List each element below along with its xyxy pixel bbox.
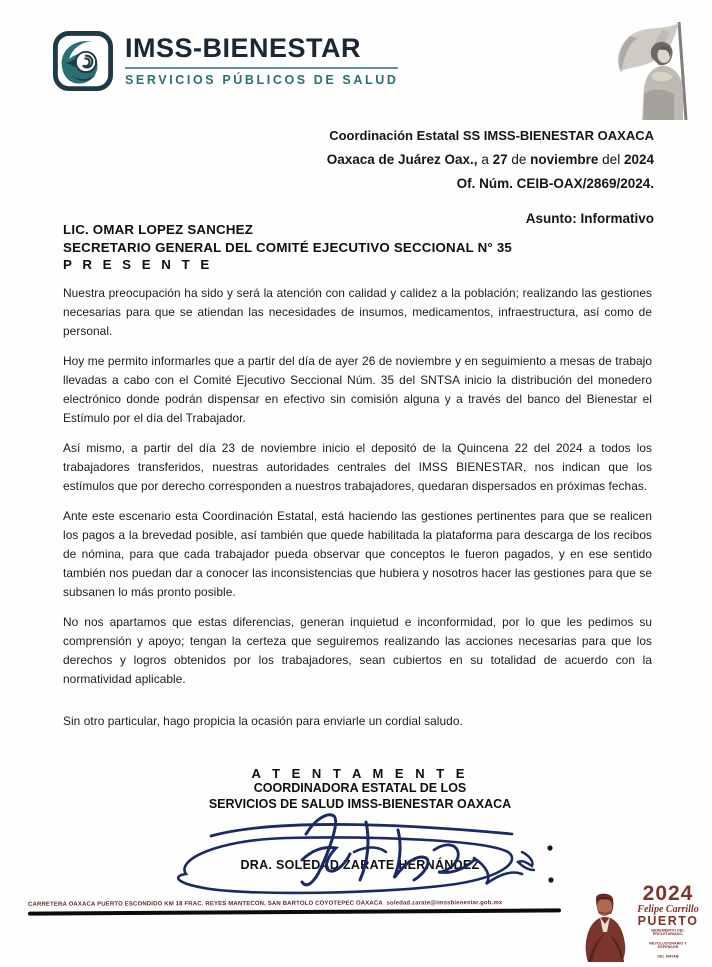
paragraph-6: Sin otro particular, hago propicia la ocasión para enviarle un cordial saludo. (63, 714, 463, 728)
recipient-title: SECRETARIO GENERAL DEL COMITÉ EJECUTIVO SECCIONAL N° 35 (63, 239, 513, 255)
date-sep3: del (598, 152, 624, 167)
subject-line: Asunto: Informativo (525, 211, 654, 226)
header-block (327, 128, 654, 226)
footer-rule (28, 908, 561, 915)
date-year: 2024 (623, 152, 654, 167)
signer-role-line1: COORDINADORA ESTATAL DE LOS (253, 781, 467, 795)
year-logo-name-caps: PUERTO (637, 914, 699, 928)
paragraph-5: No nos apartamos que estas diferencias, generan inquietud e inconformidad, por lo que les pedimos su comprensión y apoyo; tengan la certeza que seguiremos realizando las acciones necesarias para que los derechos y logros obtenidos por los trabajadores, sean cubiertos en su totalidad de acuerdo con la normatividad aplicable. (63, 615, 652, 686)
header-date-line (327, 152, 654, 167)
logo-title: IMSS-BIENESTAR (125, 33, 362, 63)
year-logo-tagline-3: DEL MAYAB (657, 955, 679, 959)
signer-name: DRA. SOLEDAD ZARATE HERNÁNDEZ (240, 858, 480, 872)
logo-text (125, 30, 398, 87)
date-sep2: de (507, 152, 531, 167)
letter-body (63, 284, 652, 742)
header-coordination-line: Coordinación Estatal SS IMSS-BIENESTAR OAXACA (329, 128, 654, 143)
revolutionary-flag-graphic (600, 16, 700, 124)
year-logo-year: 2024 (642, 882, 694, 905)
date-day: 27 (492, 152, 508, 167)
footer-address-text: CARRETERA OAXACA PUERTO ESCONDIDO KM 18 FRAC. REYES MANTECON, SAN BARTOLO COYOTEPEC OAXACA (27, 900, 383, 908)
year-logo-tagline-1: BENEMÉRITO DEL PROLETARIADO, (651, 929, 685, 937)
signer-role-line2: SERVICIOS DE SALUD IMSS-BIENESTAR OAXACA (208, 796, 512, 811)
year-logo-text (628, 884, 708, 961)
logo-divider (125, 67, 398, 69)
letterhead-logo (52, 30, 398, 92)
imss-eagle-logo-icon (52, 30, 114, 92)
logo-subtitle: SERVICIOS PÚBLICOS DE SALUD (125, 73, 399, 87)
date-sep1: a (477, 152, 493, 167)
recipient-presente: P R E S E N T E (63, 257, 213, 272)
year-logo-tagline-2: REVOLUCIONARIO Y DEFENSOR (649, 942, 687, 950)
recipient-name: LIC. OMAR LOPEZ SANCHEZ (63, 222, 254, 237)
date-month: noviembre (530, 152, 599, 167)
year-logo (582, 884, 708, 962)
footer-address (28, 900, 502, 908)
year-logo-name-script: Felipe Carrillo (637, 904, 699, 915)
signature-block (156, 766, 564, 872)
footer-email: soledad.zarate@imssbienestar.gob.mx (386, 900, 503, 907)
paragraph-4: Ante este escenario esta Coordinación Estatal, está haciendo las gestiones pertinentes para que se realicen los pagos a la brevedad posible, así también que quede habilitada la plataforma para descarga de los recibos de nómina, para que cada trabajador pueda observar que conceptos le fueron pagados, y en ese sentido también nos puedan dar a conocer las inconsistencias que hubiera y nosotros hacer las gestiones para que se subsanen lo más pronto posible. (63, 509, 652, 599)
atentamente-label: A T E N T A M E N T E (251, 766, 469, 781)
paragraph-2: Hoy me permito informarles que a partir del día de ayer 26 de noviembre y en seguimiento a mesas de trabajo llevadas a cabo con el Comité Ejecutivo Seccional Núm. 35 del SNTSA inicio la distribución del monedero electrónico donde podrán dispensar en efectivo sin comisión alguna y a través del banco del Bienestar el Estímulo por el día del Trabajador. (63, 354, 652, 425)
felipe-carrillo-portrait-icon (582, 890, 630, 962)
date-place: Oaxaca de Juárez Oax., (326, 152, 478, 167)
oficio-number: Of. Núm. CEIB-OAX/2869/2024. (456, 176, 654, 191)
paragraph-1: Nuestra preocupación ha sido y será la atención con calidad y calidez a la población; realizando las gestiones necesarias para que se atiendan las necesidades de insumos, medicamentos, infraestructura, así como de personal. (63, 286, 652, 338)
recipient-block (63, 221, 512, 274)
paragraph-3: Así mismo, a partir del día 23 de noviembre inicio el depositó de la Quincena 22 del 2024 a todos los trabajadores transferidos, nuestras autoridades centrales del IMSS BIENESTAR, nos indican que los estímulos que por derecho corresponden a nuestros trabajadores, quedaran dispersados en próximas fechas. (63, 441, 652, 493)
